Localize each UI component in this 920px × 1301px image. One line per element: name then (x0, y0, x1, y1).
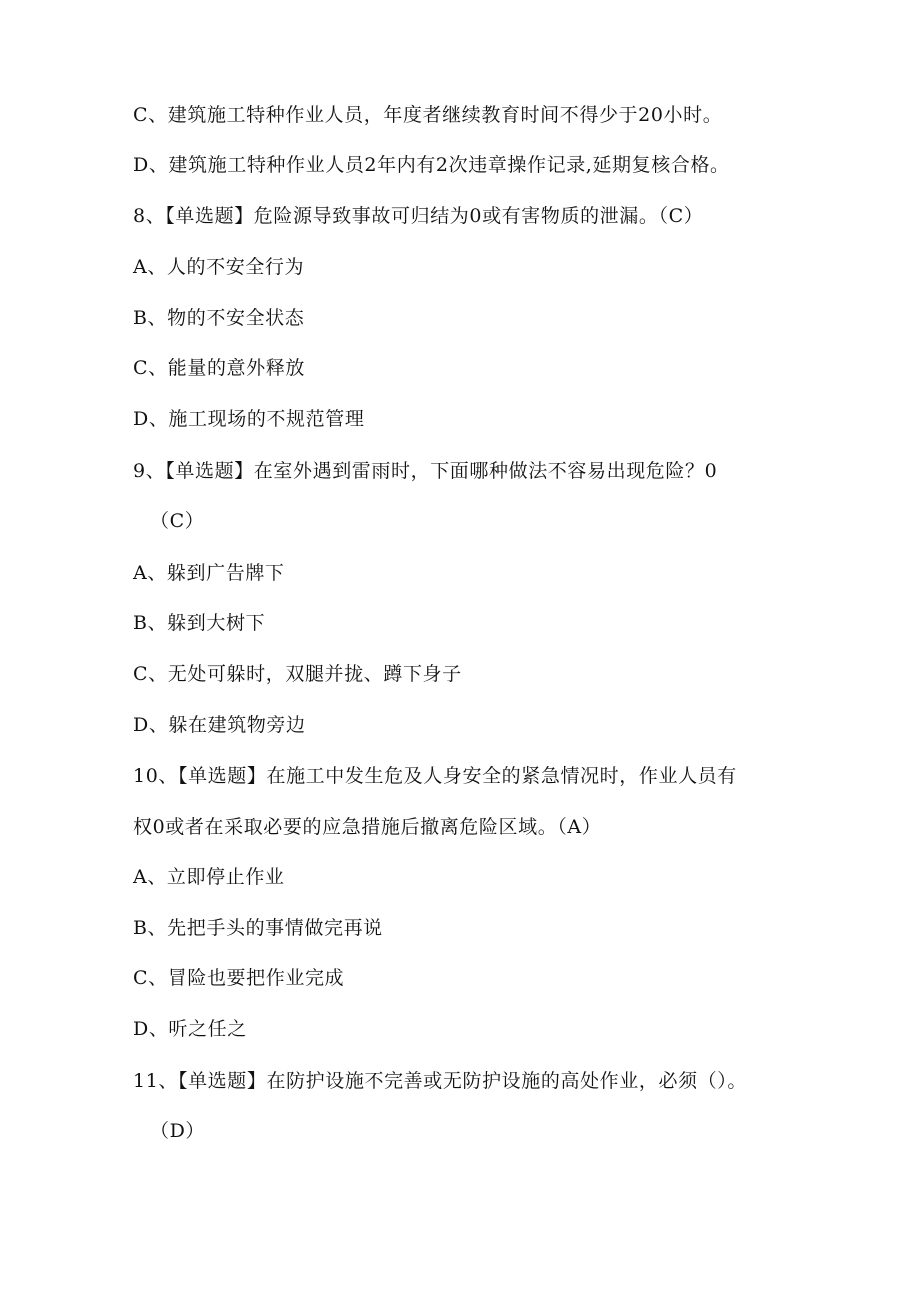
q9-answer: （C） (150, 510, 205, 532)
q10-question-cont: 权0或者在采取必要的应急措施后撤离危险区域。（A） (133, 816, 602, 838)
q8-question: 8、【单选题】危险源导致事故可归结为0或有害物质的泄漏。（C） (133, 205, 704, 227)
q7-option-d: D、建筑施工特种作业人员2年内有2次违章操作记录,延期复核合格。 (133, 154, 730, 176)
q8-option-d: D、施工现场的不规范管理 (133, 408, 365, 430)
q11-question: 11、【单选题】在防护设施不完善或无防护设施的高处作业，必须（）。 (133, 1070, 747, 1092)
q10-option-c: C、冒险也要把作业完成 (133, 967, 345, 989)
q8-option-c: C、能量的意外释放 (133, 357, 305, 379)
q8-option-b: B、物的不安全状态 (133, 307, 305, 329)
q9-option-c: C、无处可躲时，双腿并拢、蹲下身子 (133, 663, 462, 685)
q8-option-a: A、人的不安全行为 (133, 256, 305, 278)
q9-option-b: B、躲到大树下 (133, 612, 266, 634)
q10-option-d: D、听之任之 (133, 1018, 247, 1040)
q9-option-a: A、躲到广告牌下 (133, 562, 285, 584)
q9-question: 9、【单选题】在室外遇到雷雨时，下面哪种做法不容易出现危险？0 (133, 460, 718, 482)
q9-option-d: D、躲在建筑物旁边 (133, 714, 306, 736)
q7-option-c: C、建筑施工特种作业人员，年度者继续教育时间不得少于20小时。 (133, 104, 723, 126)
q11-answer: （D） (150, 1120, 206, 1142)
q10-option-b: B、先把手头的事情做完再说 (133, 917, 383, 939)
q10-option-a: A、立即停止作业 (133, 866, 285, 888)
q10-question: 10、【单选题】在施工中发生危及人身安全的紧急情况时，作业人员有 (133, 765, 737, 787)
